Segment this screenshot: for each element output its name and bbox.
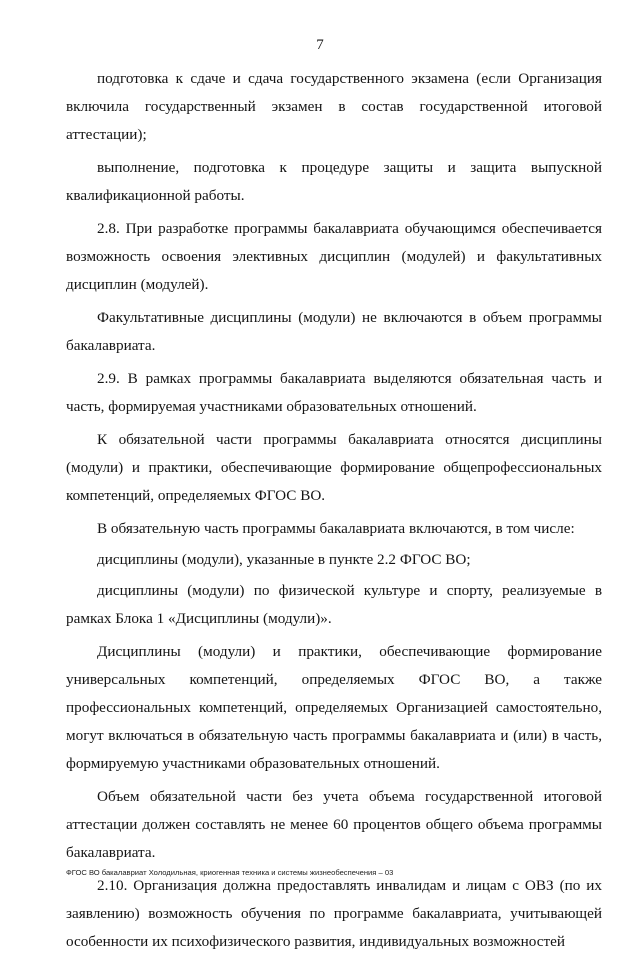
paragraph-volume: Объем обязательной части без учета объема государственной итоговой аттестации должен составлять не менее 60 процентов общего объема программы бакалавриата. <box>66 788 602 861</box>
paragraph-optional-disciplines: Факультативные дисциплины (модули) не включаются в объем программы бакалавриата. <box>66 309 602 354</box>
paragraph-2-10: 2.10. Организация должна предоставлять инвалидам и лицам с ОВЗ (по их заявлению) возможность обучения по программе бакалавриата, учитывающей особенности их психофизического развития, индивидуальных возможностей <box>66 877 602 950</box>
paragraph-disciplines-2-2: дисциплины (модули), указанные в пункте 2.2 ФГОС ВО; <box>97 551 471 568</box>
paragraph-competencies: Дисциплины (модули) и практики, обеспечивающие формирование универсальных компетенций, определяемых ФГОС ВО, а также профессиональных компетенций, определяемых Организацией самостоятельно, могут включаться в обязательную часть программы бакалавриата и (или) в часть, формируемую участниками образовательных отношений. <box>66 643 602 772</box>
page-number: 7 <box>316 37 324 53</box>
paragraph-mandatory-part: К обязательной части программы бакалавриата относятся дисциплины (модули) и практики, обеспечивающие формирование общепрофессиональных компетенций, определяемых ФГОС ВО. <box>66 431 602 504</box>
paragraph-thesis-defense: выполнение, подготовка к процедуре защиты и защита выпускной квалификационной работы. <box>66 159 602 204</box>
paragraph-2-8: 2.8. При разработке программы бакалавриата обучающимся обеспечивается возможность освоения элективных дисциплин (модулей) и факультативных дисциплин (модулей). <box>66 220 602 293</box>
page-footer: ФГОС ВО бакалавриат Холодильная, криогенная техника и системы жизнеобеспечения – 03 <box>66 868 394 877</box>
paragraph-physical-culture: дисциплины (модули) по физической культуре и спорту, реализуемые в рамках Блока 1 «Дисциплины (модули)». <box>66 582 602 627</box>
paragraph-exam-prep: подготовка к сдаче и сдача государственного экзамена (если Организация включила государственный экзамен в состав государственной итоговой аттестации); <box>66 70 602 143</box>
document-body <box>66 65 602 961</box>
paragraph-mandatory-includes: В обязательную часть программы бакалавриата включаются, в том числе: <box>97 520 575 537</box>
paragraph-2-9: 2.9. В рамках программы бакалавриата выделяются обязательная часть и часть, формируемая участниками образовательных отношений. <box>66 370 602 415</box>
